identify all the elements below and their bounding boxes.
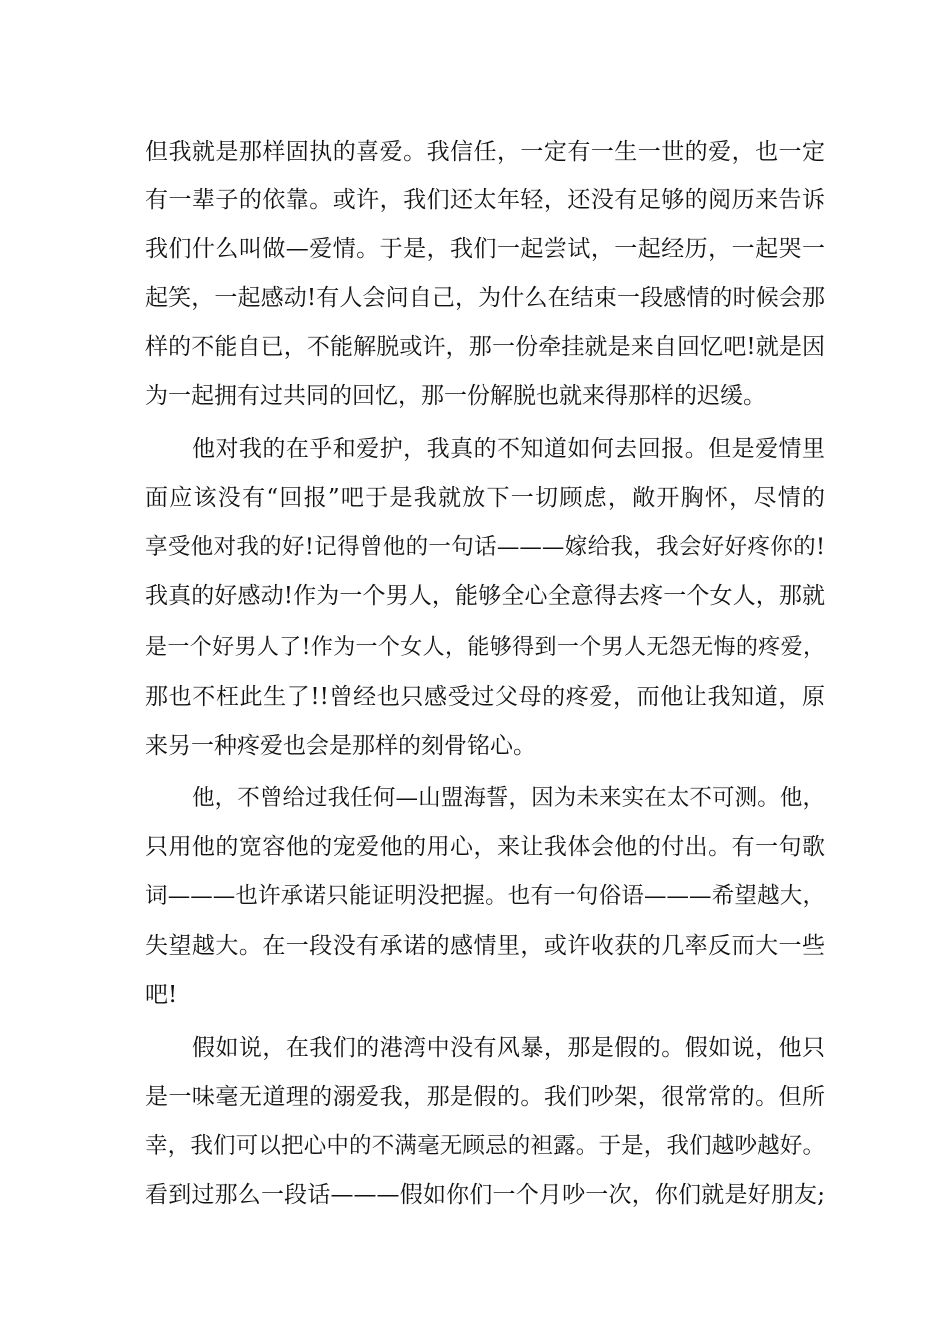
text-line: 有一辈子的依靠。或许，我们还太年轻，还没有足够的阅历来告诉 bbox=[145, 187, 825, 213]
text-line: 吧! bbox=[145, 982, 178, 1008]
text-line: 起笑，一起感动!有人会问自己，为什么在结束一段感情的时候会那 bbox=[145, 285, 825, 311]
text-line: 面应该没有“回报”吧于是我就放下一切顾虑，敞开胸怀，尽情的 bbox=[145, 485, 825, 511]
text-line: 但我就是那样固执的喜爱。我信任，一定有一生一世的爱，也一定 bbox=[145, 139, 825, 165]
text-line: 看到过那么一段话———假如你们一个月吵一次，你们就是好朋友; bbox=[145, 1182, 825, 1208]
text-line: 词———也许承诺只能证明没把握。也有一句俗语———希望越大， bbox=[145, 883, 825, 909]
paragraph-first-line: 假如说，在我们的港湾中没有风暴，那是假的。假如说，他只 bbox=[192, 1035, 825, 1061]
text-line: 来另一种疼爱也会是那样的刻骨铭心。 bbox=[145, 733, 536, 759]
text-line: 我真的好感动!作为一个男人，能够全心全意得去疼一个女人，那就 bbox=[145, 583, 825, 609]
text-line: 为一起拥有过共同的回忆，那一份解脱也就来得那样的迟缓。 bbox=[145, 383, 766, 409]
text-line: 那也不枉此生了!!曾经也只感受过父母的疼爱，而他让我知道，原 bbox=[145, 684, 825, 710]
text-line: 幸，我们可以把心中的不满毫无顾忌的袒露。于是，我们越吵越好。 bbox=[145, 1133, 825, 1159]
text-line: 我们什么叫做—爱情。于是，我们一起尝试，一起经历，一起哭一 bbox=[145, 236, 825, 262]
text-line: 是一个好男人了!作为一个女人，能够得到一个男人无怨无悔的疼爱， bbox=[145, 635, 825, 660]
text-line: 失望越大。在一段没有承诺的感情里，或许收获的几率反而大一些 bbox=[145, 933, 825, 959]
text-line: 是一味毫无道理的溺爱我，那是假的。我们吵架，很常常的。但所 bbox=[145, 1084, 825, 1110]
paragraph-first-line: 他，不曾给过我任何—山盟海誓，因为未来实在太不可测。他， bbox=[192, 785, 825, 811]
text-line: 样的不能自已，不能解脱或许，那一份牵挂就是来自回忆吧!就是因 bbox=[145, 334, 825, 360]
text-line: 只用他的宽容他的宠爱他的用心，来让我体会他的付出。有一句歌 bbox=[145, 834, 825, 860]
paragraph-first-line: 他对我的在乎和爱护，我真的不知道如何去回报。但是爱情里 bbox=[192, 436, 825, 462]
text-line: 享受他对我的好!记得曾他的一句话———嫁给我，我会好好疼你的! bbox=[145, 534, 825, 560]
